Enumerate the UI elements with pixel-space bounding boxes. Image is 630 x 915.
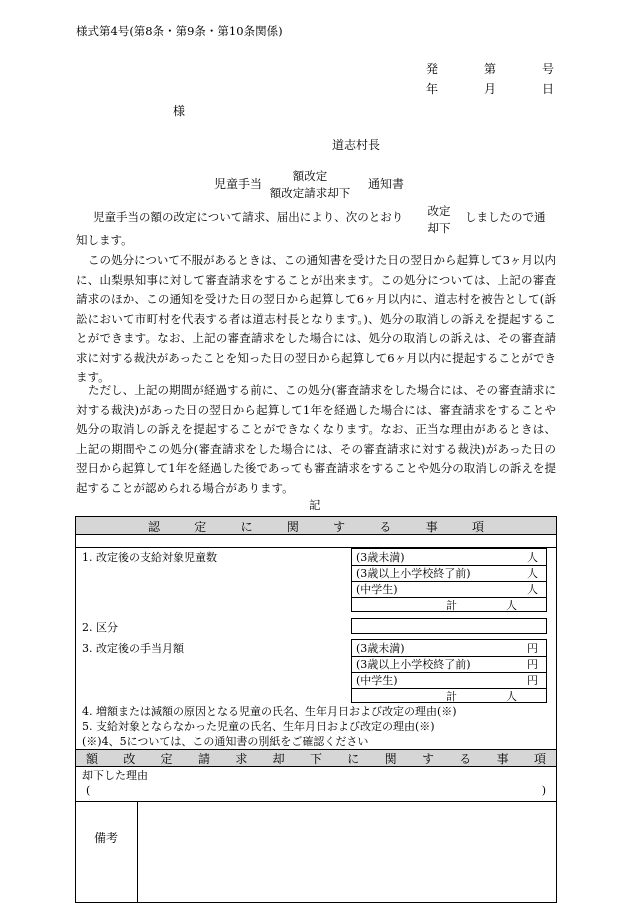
amount-total-label: 計 — [446, 690, 457, 703]
number-label: 第 — [483, 62, 496, 76]
amount-row-label: (中学生) — [356, 674, 398, 687]
intro-text: 児童手当の額の改定について請求、届出により、次のとおり — [93, 210, 404, 224]
number-label: 号 — [541, 62, 554, 76]
count-total-unit: 人 — [506, 599, 517, 612]
date-line — [426, 80, 554, 97]
intro-options — [424, 203, 454, 237]
number-label: 発 — [426, 62, 439, 76]
count-row-unit: 人 — [527, 583, 538, 596]
count-row-unit: 人 — [527, 551, 538, 564]
ineligible-reason-label: 5. 支給対象とならなかった児童の氏名、生年月日および改定の理由(※) — [82, 720, 435, 733]
child-count-box — [351, 548, 547, 612]
child-count-label: 1. 改定後の支給対象児童数 — [82, 551, 217, 564]
remarks-label: 備考 — [94, 831, 119, 845]
amount-row-unit: 円 — [527, 674, 538, 687]
rejection-header: 額 改 定 請 求 却 下 に 関 す る 事 項 — [86, 752, 546, 766]
rejection-reason-label: 却下した理由 — [82, 769, 148, 782]
paren-open: ( — [86, 784, 91, 797]
issuer: 道志村長 — [332, 138, 381, 152]
amount-row-unit: 円 — [527, 658, 538, 671]
date-label: 月 — [483, 82, 496, 96]
intro-option: 却下 — [427, 221, 451, 235]
count-row-label: (中学生) — [356, 583, 398, 596]
number-line — [426, 60, 554, 77]
count-row-label: (3歳以上小学校終了前) — [356, 567, 471, 580]
details-table — [75, 516, 557, 903]
deadline-paragraph: ただし、上記の期間が経過する前に、この処分(審査請求をした場合には、その審査請求に対する裁決)があった日の翌日から起算して1年を経過した場合には、審査請求をすることや処分の取消しの訴えを提起することができなくなります。なお、正当な理由があるときは、上記の期間やこの処分(審査請求をした場合には、その審査請求に対する裁決)があった日の翌日から起算して1年を経過した後であっても審査請求をすることや処分の取消しの訴えを提起することが認められる場合があります。 — [76, 383, 556, 495]
monthly-amount-box — [351, 639, 547, 703]
date-label: 年 — [426, 82, 439, 96]
intro-text-after: しましたので通 — [465, 210, 546, 224]
date-label: 日 — [541, 82, 554, 96]
attachment-note: (※)4、5については、この通知書の別紙をご確認ください — [82, 735, 369, 748]
count-total-label: 計 — [446, 599, 457, 612]
appeal-paragraph: この処分について不服があるときは、この通知書を受けた日の翌日から起算して3ヶ月以内に、山梨県知事に対して審査請求をすることが出来ます。この処分については、上記の審査請求のほか、この通知を受けた日の翌日から起算して6ヶ月以内に、道志村を被告として(訴訟において市町村を代表する者は道志村長となります。)、処分の取消しの訴えを提起することができます。なお、上記の審査請求をした場合には、処分の取消しの訴えは、その審査請求に対する裁決があったことを知った日の翌日から起算して6ヶ月以内に提起することができます。 — [76, 253, 556, 384]
title-suffix: 通知書 — [368, 177, 405, 191]
count-row-unit: 人 — [527, 567, 538, 580]
title-option: 額改定請求却下 — [269, 186, 351, 200]
intro-option: 改定 — [427, 204, 451, 218]
monthly-amount-label: 3. 改定後の手当月額 — [82, 642, 184, 655]
intro-continuation: 知します。 — [76, 233, 133, 247]
title-option: 額改定 — [292, 169, 328, 183]
title-prefix: 児童手当 — [214, 177, 263, 191]
amount-row-unit: 円 — [527, 642, 538, 655]
category-label: 2. 区分 — [82, 621, 118, 634]
record-label: 記 — [309, 498, 321, 512]
change-reason-label: 4. 増額または減額の原因となる児童の氏名、生年月日および改定の理由(※) — [82, 705, 457, 718]
category-box — [351, 618, 547, 634]
title-options — [268, 168, 352, 202]
form-number: 様式第4号(第8条・第9条・第10条関係) — [76, 24, 283, 38]
amount-row-label: (3歳以上小学校終了前) — [356, 658, 471, 671]
amount-row-label: (3歳未満) — [356, 642, 405, 655]
addressee-suffix: 様 — [173, 104, 186, 118]
amount-total-unit: 人 — [506, 690, 517, 703]
certification-header: 認 定 に 関 す る 事 項 — [148, 520, 484, 534]
paren-close: ) — [541, 784, 546, 797]
count-row-label: (3歳未満) — [356, 551, 405, 564]
